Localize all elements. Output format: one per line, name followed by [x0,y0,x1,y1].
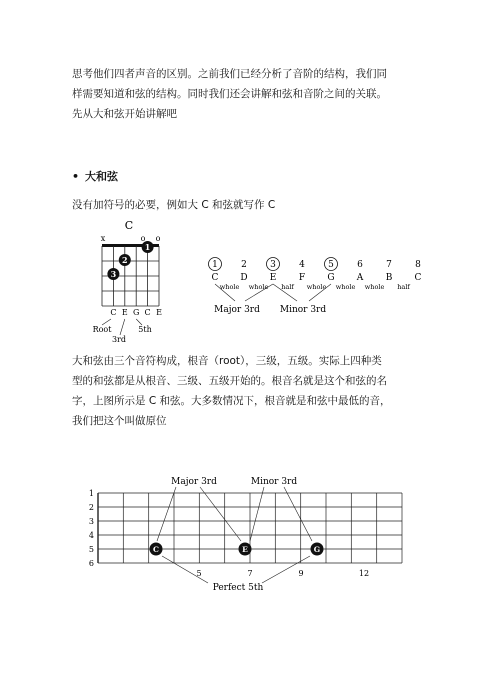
major-third-label: Major 3rd [171,477,217,487]
string-number: 4 [88,531,94,540]
string-number: 3 [88,517,94,526]
interval-label: whole [335,283,356,291]
string-note: C [144,308,151,317]
finger-number: 3 [110,269,117,279]
fret-number: 9 [298,569,304,578]
fret-number: 7 [247,569,253,578]
intro-line: 思考他们四者声音的区别。之前我们已经分析了音阶的结构，我们同 [72,68,387,80]
finger-number: 2 [122,255,128,265]
body-line: 型的和弦都是从根音、三级、五级开始的。根音名就是这个和弦的名 [72,375,387,387]
interval-label: whole [364,283,385,291]
string-note: C [110,308,117,317]
fret-number-labels [196,569,369,578]
fret-number: 5 [196,569,202,578]
third-label: 3rd [111,335,127,344]
body-paragraph [72,351,442,431]
intro-paragraph [72,64,442,124]
string-number: 1 [88,489,94,498]
fret-note-label: C [153,545,159,554]
string-number: 6 [88,559,94,568]
interval-label: whole [248,283,269,291]
string-number: 5 [88,545,94,554]
open-string-mark: o [155,234,161,243]
section-subtext: 没有加符号的必要，例如大 C 和弦就写作 C [72,199,276,211]
fret-note-label: G [313,545,321,554]
scale-diagram [205,255,435,323]
major-third-label: Major 3rd [214,305,260,315]
minor-third-label: Minor 3rd [279,305,327,315]
body-line: 我们把这个叫做原位 [72,415,167,427]
root-label: Root [92,325,112,334]
minor-third-label: Minor 3rd [250,477,298,487]
scale-degree: 5 [328,260,334,270]
fifth-label: 5th [138,325,152,334]
scale-degree: 2 [241,260,247,270]
bullet-icon: • [72,170,80,183]
scale-note: D [240,273,248,283]
scale-degree: 6 [357,260,363,270]
string-note: G [133,308,140,317]
string-note: E [156,308,162,317]
string-note: E [121,308,128,317]
open-string-mark: o [140,234,146,243]
string-number: 2 [88,503,94,512]
scale-note: B [385,273,393,283]
scale-degree: 8 [415,260,421,270]
fret-number: 12 [358,569,370,578]
finger-number: 1 [144,242,151,252]
fretboard-diagram [80,470,420,595]
interval-label: half [397,283,410,291]
scale-degree: 3 [270,260,276,270]
section-heading [72,168,118,184]
scale-note: C [414,273,422,283]
scale-note: F [298,273,306,283]
chord-name: C [124,219,134,232]
section-title: 大和弦 [85,170,119,183]
scale-degree: 1 [212,260,218,270]
scale-degree: 4 [299,260,305,270]
fret-note-label: E [242,545,248,554]
intro-line: 先从大和弦开始讲解吧 [72,108,177,120]
scale-note: G [327,273,335,283]
interval-label: whole [219,283,240,291]
body-line: 大和弦由三个音符构成，根音（root），三级，五级。实际上四种类 [72,355,382,367]
scale-degree: 7 [386,260,392,270]
scale-note: C [211,273,219,283]
scale-note: E [269,273,277,283]
muted-string-mark: x [100,234,106,243]
body-line: 字，上图所示是 C 和弦。大多数情况下，根音就是和弦中最低的音， [72,395,391,407]
string-number-labels [89,489,94,568]
interval-label: half [281,283,294,291]
scale-note: A [356,273,364,283]
chord-diagram [88,215,178,345]
perfect-fifth-label: Perfect 5th [212,583,264,593]
interval-label: whole [306,283,327,291]
intro-line: 样需要知道和弦的结构。同时我们还会讲解和弦和音阶之间的关联。 [72,88,387,100]
